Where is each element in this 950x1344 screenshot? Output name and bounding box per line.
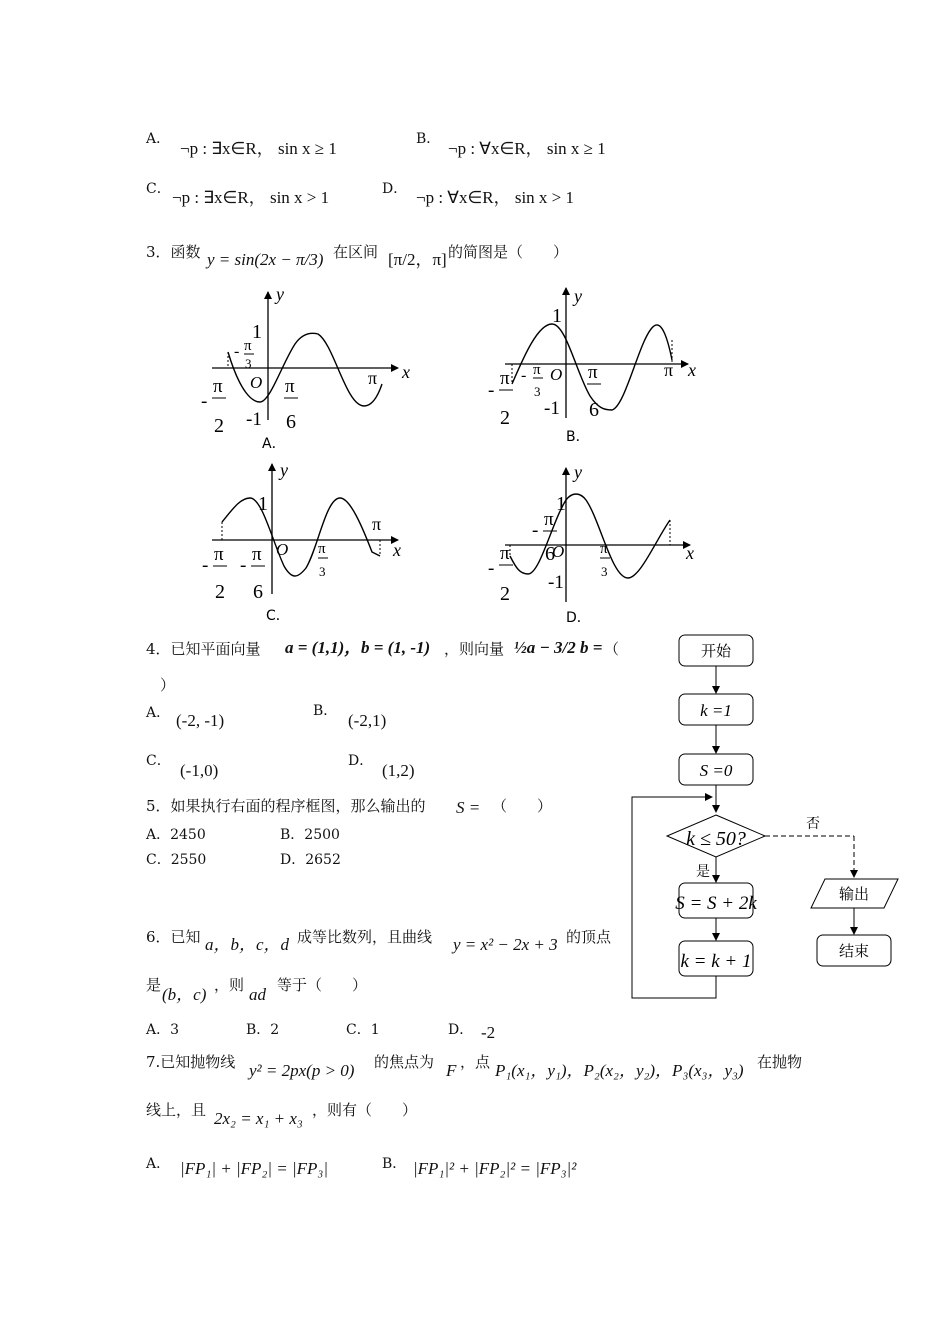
graph-b-one: 1 [552, 305, 562, 327]
graph-a-one: 1 [252, 321, 262, 343]
graph-b-y-label: y [574, 286, 582, 306]
q7-points: P₁(x₁，y₁)，P₂(x₂，y₂)，P₃(x₃，y₃) [495, 1061, 744, 1080]
q6-option-a: A．3 [146, 1022, 180, 1038]
graph-d-y-label: y [574, 462, 582, 482]
q6-option-c: C．1 [346, 1022, 380, 1038]
svg-text:-: - [240, 555, 247, 576]
q4-option-c-value: (-1,0) [180, 761, 219, 780]
q6-line2-b: ，则 [214, 976, 245, 994]
q4-option-d-label: D． [348, 753, 374, 769]
flow-condition-label: k ≤ 50? [686, 828, 746, 850]
flow-yes-label: 是 [696, 864, 710, 880]
graph-d-label: D． [566, 610, 591, 626]
q2-option-b-label: B． [416, 131, 441, 147]
q6-ad: ad [249, 985, 266, 1004]
q3-prefix: 3．函数 [146, 243, 201, 261]
svg-text:3: 3 [601, 564, 608, 579]
q4-option-d-value: (1,2) [382, 761, 415, 780]
svg-text:6: 6 [286, 411, 296, 433]
q4-expression: ½a − 3/2 b = [514, 638, 603, 657]
svg-text:-: - [202, 555, 209, 576]
graph-d-x-label: x [686, 543, 694, 563]
q4-mid: ，则向量 [444, 640, 505, 658]
svg-text:-: - [521, 367, 527, 384]
svg-text:6: 6 [545, 543, 555, 565]
svg-text:π: π [214, 544, 224, 565]
q3-interval: [π/2，π] [388, 250, 447, 269]
svg-text:2: 2 [215, 581, 225, 603]
graph-a-x-label: x [402, 362, 410, 382]
graph-d-neg-one: -1 [548, 572, 564, 593]
q6-vars: a，b，c，d [205, 935, 290, 954]
flow-init-s-label: S =0 [699, 761, 733, 780]
graph-b-pi: π [664, 360, 674, 380]
svg-text:2: 2 [214, 415, 224, 437]
svg-text:6: 6 [589, 399, 599, 421]
q2-option-d-label: D． [382, 181, 408, 197]
svg-text:π: π [244, 338, 252, 354]
flow-start-label: 开始 [700, 642, 732, 660]
svg-text:π: π [588, 362, 598, 383]
q2-option-b-expr: ¬p : ∀x∈R， sin x ≥ 1 [448, 139, 606, 158]
svg-text:π: π [213, 376, 223, 397]
svg-text:-: - [234, 343, 240, 360]
q4-option-b-value: (-2,1) [348, 711, 387, 730]
q2-option-d-expr: ¬p : ∀x∈R， sin x > 1 [416, 188, 575, 207]
q7-line2-a: 线上，且 [146, 1101, 207, 1119]
q5-var: S = [456, 798, 481, 817]
graph-c-origin: O [276, 540, 289, 559]
graph-b-label: B． [566, 429, 590, 445]
graph-b-origin: O [550, 365, 563, 384]
q4-suffix: （ [604, 640, 620, 658]
svg-text:2: 2 [500, 407, 510, 429]
q6-line2-c: 等于（ ） [277, 976, 368, 994]
flow-no-label: 否 [806, 816, 820, 832]
svg-text:π: π [318, 541, 326, 557]
flow-update-s-label: S = S + 2k [675, 893, 757, 914]
q6-stem: 6．已知 [146, 928, 201, 946]
q6-option-d-label: D． [448, 1022, 474, 1038]
graph-c-y-label: y [280, 460, 288, 480]
svg-text:π: π [500, 368, 510, 389]
graph-a-origin: O [250, 373, 263, 392]
q4-option-c-label: C． [146, 753, 171, 769]
q7-focus: F [446, 1061, 457, 1080]
q5-option-d: D．2652 [280, 852, 341, 868]
graph-c-label: C． [266, 608, 290, 624]
q7-parabola: y² = 2px(p > 0) [249, 1061, 355, 1080]
q5-suffix: （ ） [492, 797, 553, 815]
graph-c-x-label: x [393, 540, 401, 560]
graph-d-one: 1 [556, 493, 566, 515]
flow-end-label: 结束 [838, 942, 870, 960]
q7-suffix: 在抛物 [757, 1053, 803, 1071]
q7-line2-b: ，则有（ ） [312, 1101, 418, 1119]
q7-option-a-expr: |FP₁| + |FP₂| = |FP₃| [180, 1159, 329, 1178]
q4-vector-b: b = (1, -1) [361, 638, 431, 657]
q2-option-c-expr: ¬p : ∃x∈R， sin x > 1 [172, 188, 330, 207]
q6-mid: 成等比数列，且曲线 [297, 928, 433, 946]
q4-stem: 4．已知平面向量 [146, 640, 261, 658]
q3-function: y = sin(2x − π/3) [207, 250, 324, 269]
q7-option-b-label: B． [382, 1156, 407, 1172]
svg-text:π: π [544, 509, 554, 530]
q4-option-b-label: B． [313, 703, 338, 719]
q7-stem: 7.已知抛物线 [146, 1053, 236, 1071]
q6-vertex: (b，c) [162, 985, 207, 1004]
svg-text:-: - [201, 391, 208, 412]
q7-condition: 2x₂ = x₁ + x₃ [214, 1109, 303, 1128]
svg-text:π: π [252, 544, 262, 565]
flow-init-k-label: k =1 [700, 701, 732, 720]
svg-text:6: 6 [253, 581, 263, 603]
q4-close: ） [160, 676, 176, 694]
svg-text:3: 3 [319, 564, 326, 579]
q5-option-b: B．2500 [280, 827, 340, 843]
q6-option-b: B．2 [246, 1022, 280, 1038]
q5-option-c: C．2550 [146, 852, 207, 868]
q4-option-a-label: A． [146, 705, 171, 721]
q3-mid: 在区间 [333, 243, 379, 261]
q7-option-a-label: A． [146, 1156, 171, 1172]
q6-suffix: 的顶点 [566, 928, 612, 946]
svg-text:-: - [488, 558, 495, 579]
graph-a-y-label: y [276, 284, 284, 304]
flow-output-label: 输出 [838, 885, 870, 903]
q2-option-a-label: A． [146, 131, 171, 147]
q5-stem: 5．如果执行右面的程序框图，那么输出的 [146, 797, 426, 815]
q2-option-c-label: C． [146, 181, 171, 197]
graph-b-neg-one: -1 [544, 398, 560, 419]
q6-curve: y = x² − 2x + 3 [453, 935, 558, 954]
graph-c-pi: π [372, 514, 382, 534]
q4-vector-a: a = (1,1)， [285, 638, 362, 657]
q7-option-b-expr: |FP₁|² + |FP₂|² = |FP₃|² [413, 1159, 577, 1178]
graph-a-label: A． [262, 436, 286, 452]
graph-b-x-label: x [688, 360, 696, 380]
flow-update-k-label: k = k + 1 [680, 951, 752, 972]
graph-c-one: 1 [258, 493, 268, 515]
q6-option-d-value: -2 [481, 1023, 496, 1042]
q7-mid: 的焦点为 [374, 1053, 435, 1071]
graph-a-pi: π [368, 368, 378, 388]
svg-text:π: π [500, 543, 510, 564]
q3-suffix: 的简图是（ ） [448, 243, 569, 261]
svg-text:π: π [285, 376, 295, 397]
q4-option-a-value: (-2, -1) [176, 711, 225, 730]
svg-text:3: 3 [534, 384, 541, 399]
svg-text:π: π [533, 362, 541, 378]
svg-text:π: π [600, 541, 608, 557]
q2-option-a-expr: ¬p : ∃x∈R， sin x ≥ 1 [180, 139, 337, 158]
q5-option-a: A．2450 [146, 827, 206, 843]
svg-text:3: 3 [245, 356, 252, 371]
svg-text:2: 2 [500, 583, 510, 605]
q7-mid2: ，点 [460, 1053, 491, 1071]
graph-a-neg-one: -1 [246, 409, 262, 430]
svg-text:-: - [532, 520, 539, 541]
graph-d-origin: O [552, 542, 565, 561]
q6-line2-a: 是 [146, 976, 162, 994]
svg-text:-: - [488, 380, 495, 401]
